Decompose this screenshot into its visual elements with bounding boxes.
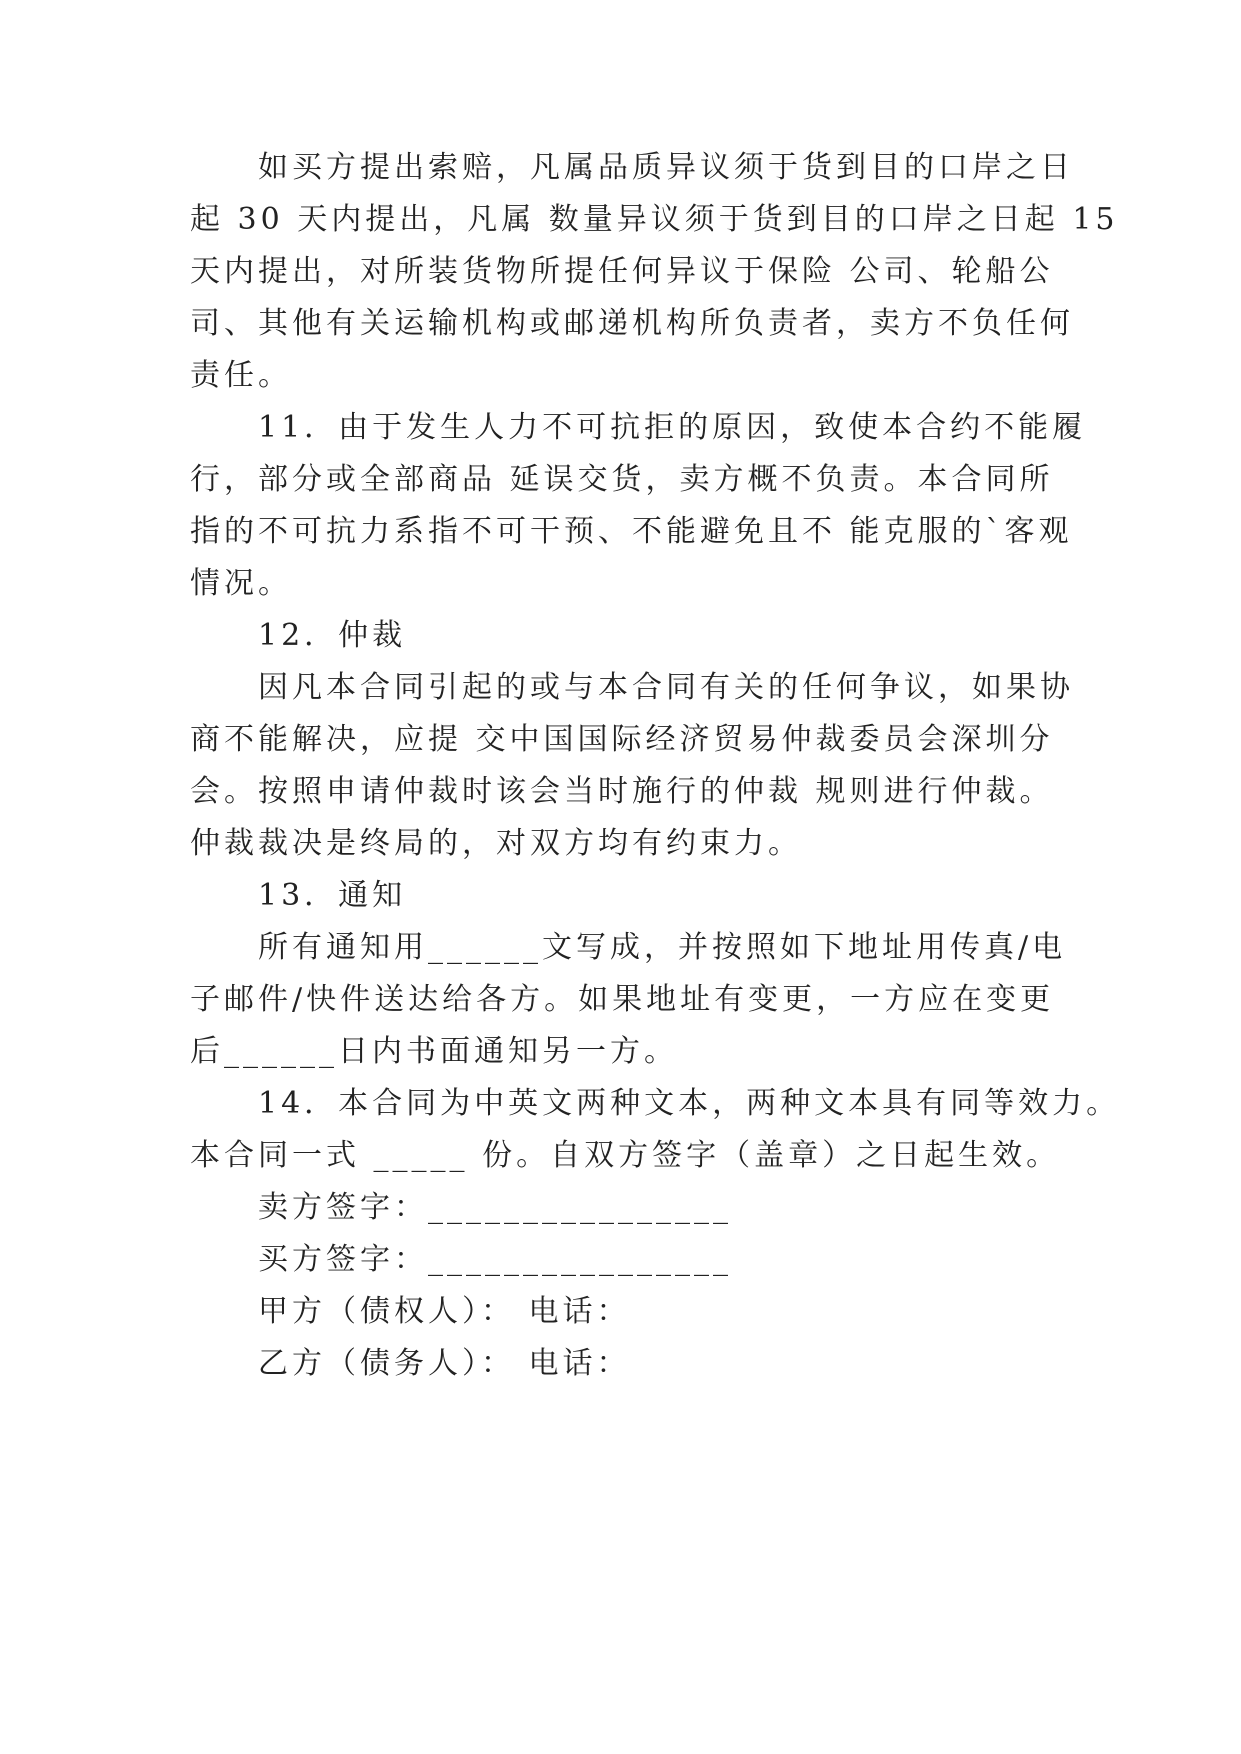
clause-14-line-1: 14．本合同为中英文两种文本，两种文本具有同等效力。 (258, 1086, 1121, 1121)
paragraph-line-claims-1: 如买方提出索赔，凡属品质异议须于货到目的口岸之日 (258, 150, 1074, 185)
clause-12-line-4: 仲裁裁决是终局的，对双方均有约束力。 (190, 826, 802, 861)
clause-11-line-1: 11．由于发生人力不可抗拒的原因，致使本合约不能履 (258, 410, 1087, 445)
clause-13-line-1: 所有通知用______文写成，并按照如下地址用传真/电 (258, 930, 1067, 965)
paragraph-line-claims-2: 起 30 天内提出，凡属 数量异议须于货到目的口岸之日起 15 (190, 202, 1119, 237)
clause-12-heading: 12．仲裁 (258, 618, 407, 653)
paragraph-line-claims-4: 司、其他有关运输机构或邮递机构所负责者，卖方不负任何 (190, 306, 1074, 341)
clause-13-line-3: 后______日内书面通知另一方。 (190, 1034, 678, 1069)
paragraph-line-claims-5: 责任。 (190, 358, 292, 393)
seller-signature-line: 卖方签字：________________ (258, 1190, 732, 1225)
buyer-signature-line: 买方签字：________________ (258, 1242, 732, 1277)
party-a-creditor-line: 甲方（债权人）： 电话： (258, 1294, 631, 1329)
clause-12-line-3: 会。按照申请仲裁时该会当时施行的仲裁 规则进行仲裁。 (190, 774, 1054, 809)
clause-12-line-2: 商不能解决，应提 交中国国际经济贸易仲裁委员会深圳分 (190, 722, 1054, 757)
clause-12-line-1: 因凡本合同引起的或与本合同有关的任何争议，如果协 (258, 670, 1074, 705)
clause-11-line-4: 情况。 (190, 566, 292, 601)
clause-13-line-2: 子邮件/快件送达给各方。如果地址有变更，一方应在变更 (190, 982, 1055, 1017)
clause-14-line-2: 本合同一式 _____ 份。自双方签字（盖章）之日起生效。 (190, 1138, 1061, 1173)
party-b-debtor-line: 乙方（债务人）： 电话： (258, 1346, 631, 1381)
clause-11-line-2: 行，部分或全部商品 延误交货，卖方概不负责。本合同所 (190, 462, 1054, 497)
paragraph-line-claims-3: 天内提出，对所装货物所提任何异议于保险 公司、轮船公 (190, 254, 1054, 289)
clause-11-line-3: 指的不可抗力系指不可干预、不能避免且不 能克服的`客观 (190, 514, 1073, 549)
clause-13-heading: 13．通知 (258, 878, 407, 913)
